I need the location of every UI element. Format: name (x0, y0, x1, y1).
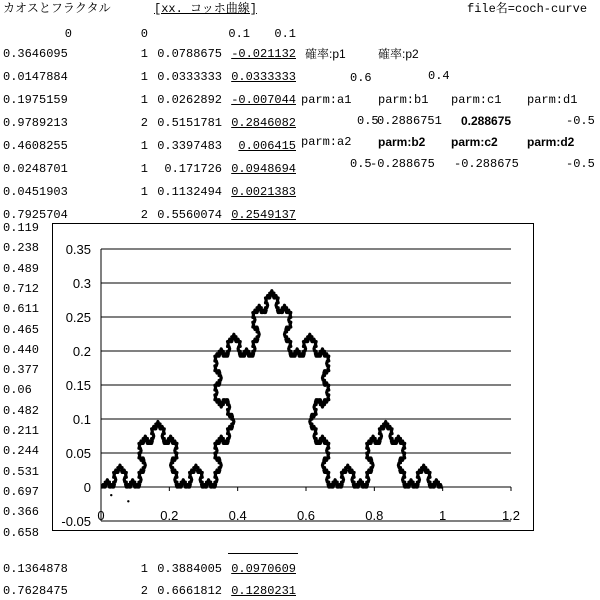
y-tick-label: 0.3 (72, 276, 91, 291)
cell-x: 0.3397483 (157, 139, 222, 153)
stray-point (110, 494, 112, 496)
cell-choice: 1 (140, 185, 148, 199)
cell-random-partial: 0.697 (3, 484, 40, 499)
param-b1-value: 0.2886751 (377, 114, 442, 128)
param-p1-label: 確率:p1 (305, 47, 346, 61)
cell-choice: 1 (140, 47, 148, 61)
app-title: カオスとフラクタル (3, 2, 111, 16)
cell-border (228, 553, 298, 554)
param-d2-label: parm:d2 (527, 135, 575, 149)
cell-random: 0.7925704 (3, 208, 68, 222)
cell-random-partial: 0.06 (3, 383, 32, 398)
param-a1-label: parm:a1 (301, 93, 352, 107)
y-tick-label: 0.05 (65, 446, 91, 461)
cell-x: 0.0333333 (157, 70, 222, 84)
cell-random-partial: 0.658 (3, 525, 40, 540)
x-tick-label: 0.2 (160, 508, 179, 523)
cell-y: 0.0021383 (231, 185, 296, 199)
koch-curve-series (101, 291, 443, 487)
param-d1-label: parm:d1 (527, 93, 578, 107)
x-tick-label: 1 (439, 508, 447, 523)
x-tick-label: 0.6 (296, 508, 316, 523)
cell-choice: 1 (140, 93, 148, 107)
x-tick-label: 0 (97, 508, 105, 523)
cell-choice: 1 (140, 70, 148, 84)
param-b1-label: parm:b1 (378, 93, 429, 107)
cell-x: 0.171726 (164, 162, 222, 176)
y-tick-label: 0 (83, 480, 91, 495)
cell-random-partial: 0.465 (3, 322, 40, 337)
param-c1-value: 0.288675 (461, 114, 512, 128)
cell-y: 0.0333333 (231, 70, 296, 84)
cell-x: 0.6661812 (157, 584, 222, 598)
cell-y: 0.006415 (238, 139, 296, 153)
param-d2-value: -0.5 (566, 157, 595, 171)
cell-x: 0.5560074 (157, 208, 222, 222)
sheet-subtitle: [xx. コッホ曲線] (154, 2, 257, 16)
cell-random: 0.0451903 (3, 185, 68, 199)
cell-y: 0.2549137 (231, 208, 296, 222)
header-cell-0: 0 (64, 27, 72, 41)
cell-random: 0.0147884 (3, 70, 68, 84)
param-p2-value: 0.4 (428, 69, 450, 83)
x-tick-label: 0.4 (228, 508, 247, 523)
cell-random-partial: 0.440 (3, 342, 40, 357)
cell-choice: 2 (140, 584, 148, 598)
cell-random: 0.1975159 (3, 93, 68, 107)
param-c2-label: parm:c2 (451, 135, 498, 149)
param-b2-label: parm:b2 (378, 135, 426, 149)
cell-x: 0.5151781 (157, 116, 222, 130)
cell-random-partial: 0.119 (3, 221, 40, 235)
param-c1-label: parm:c1 (451, 93, 502, 107)
cell-choice: 2 (140, 116, 148, 130)
cell-choice: 1 (140, 562, 148, 576)
cell-random-partial: 0.211 (3, 424, 40, 438)
cell-random-partial: 0.377 (3, 363, 40, 378)
cell-random-partial: 0.531 (3, 464, 40, 479)
header-cell-2: 0.1 (228, 27, 250, 41)
cell-random-partial: 0.712 (3, 281, 40, 296)
cell-x: 0.1132494 (157, 185, 222, 199)
file-name-label: file名=coch-curve (467, 2, 588, 16)
param-b2-value: -0.288675 (370, 157, 435, 171)
cell-random: 0.9789213 (3, 116, 68, 130)
param-c2-value: -0.288675 (454, 157, 519, 171)
param-a2-label: parm:a2 (301, 135, 352, 149)
chart-plot-area (53, 224, 533, 530)
header-cell-3: 0.1 (274, 27, 296, 41)
cell-random-partial: 0.244 (3, 444, 40, 459)
y-tick-label: 0.15 (65, 378, 91, 393)
cell-x: 0.0788675 (157, 47, 222, 61)
y-tick-label: 0.2 (72, 344, 91, 359)
param-a1-value: 0.5 (357, 114, 379, 128)
cell-random-partial: 0.482 (3, 403, 40, 418)
cell-x: 0.3884005 (157, 562, 222, 576)
koch-chart[interactable] (52, 223, 534, 531)
cell-choice: 1 (140, 139, 148, 153)
cell-x: 0.0262892 (157, 93, 222, 107)
y-tick-label: -0.05 (61, 514, 91, 529)
cell-y: 0.0970609 (231, 562, 296, 576)
stray-point (127, 500, 129, 502)
cell-y: -0.021132 (231, 47, 296, 61)
cell-random: 0.3646095 (3, 47, 68, 61)
cell-y: 0.0948694 (231, 162, 296, 176)
cell-random-partial: 0.489 (3, 261, 40, 276)
param-a2-value: 0.5 (350, 157, 372, 171)
cell-choice: 2 (140, 208, 148, 222)
cell-y: -0.007044 (231, 93, 296, 107)
y-tick-label: 0.1 (72, 412, 91, 427)
cell-random-partial: 0.611 (3, 302, 40, 317)
cell-random: 0.1364878 (3, 562, 68, 576)
cell-random: 0.7628475 (3, 584, 68, 598)
cell-random: 0.4608255 (3, 139, 68, 153)
x-tick-label: 0.8 (365, 508, 384, 523)
y-tick-label: 0.35 (65, 242, 91, 257)
cell-choice: 1 (140, 162, 148, 176)
param-p2-label: 確率:p2 (378, 47, 419, 61)
cell-y: 0.2846082 (231, 116, 296, 130)
header-cell-1: 0 (140, 27, 148, 41)
y-tick-label: 0.25 (65, 310, 91, 325)
x-tick-label: 1.2 (501, 508, 521, 523)
cell-random: 0.0248701 (3, 162, 68, 176)
param-d1-value: -0.5 (566, 114, 595, 128)
param-p1-value: 0.6 (350, 71, 372, 85)
cell-random-partial: 0.366 (3, 505, 40, 520)
cell-y: 0.1280231 (231, 584, 296, 598)
cell-random-partial: 0.238 (3, 241, 40, 256)
